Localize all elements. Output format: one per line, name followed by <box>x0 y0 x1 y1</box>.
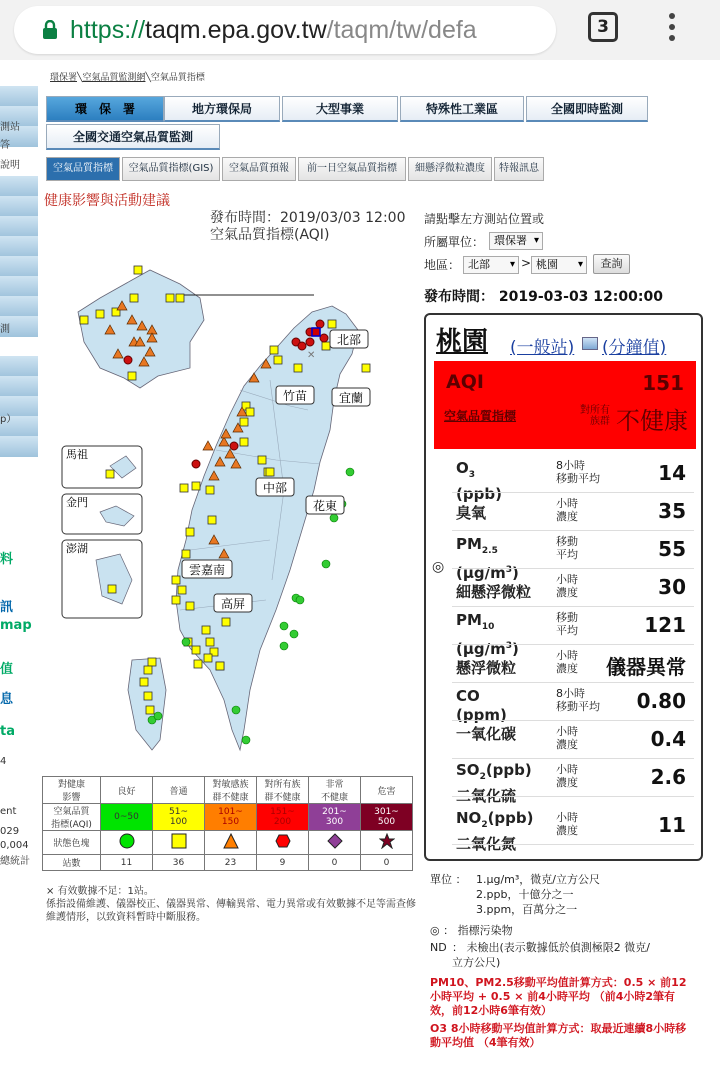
station-moderate-marker[interactable] <box>322 342 330 350</box>
sidebar-item-text[interactable]: ta <box>0 724 15 739</box>
pollutant-row <box>452 455 694 493</box>
minute-value-link[interactable]: (分鐘值) <box>602 338 667 358</box>
station-moderate-marker[interactable] <box>258 456 266 464</box>
station-moderate-marker[interactable] <box>148 658 156 666</box>
station-good-marker[interactable] <box>154 712 162 720</box>
unit-dropdown[interactable]: 環保署 ▾ <box>489 232 543 250</box>
pollutant-row <box>452 607 694 645</box>
penghu-label: 澎湖 <box>66 542 88 555</box>
legend-symbol-cell <box>101 831 153 855</box>
legend-symbol-cell <box>153 831 205 855</box>
sidebar-menu-bar[interactable] <box>0 356 38 378</box>
pollutant-value: 55 <box>658 537 686 561</box>
pollutant-measure-label: 移動 平均 <box>556 611 578 637</box>
region-label-zhumiao[interactable]: 竹苗 <box>282 389 308 403</box>
station-name[interactable]: 桃園 <box>436 327 489 357</box>
aqi-index-link[interactable]: 空氣品質指標 <box>444 409 517 423</box>
station-moderate-marker[interactable] <box>274 356 282 364</box>
station-unhealthy-marker[interactable] <box>306 338 314 346</box>
pollutant-measure-label: 小時 濃度 <box>556 763 578 789</box>
invalid-data-icon: ⨯ <box>46 886 58 897</box>
legend-range-cell: 151~ 200 <box>257 804 309 831</box>
station-moderate-marker[interactable] <box>328 320 336 328</box>
pollutant-row <box>452 645 694 683</box>
region-label-yunjianan[interactable]: 雲嘉南 <box>188 563 226 577</box>
station-moderate-marker[interactable] <box>186 528 194 536</box>
pollutant-name: $O_3$ (ppb) 臭氧 <box>456 459 502 522</box>
sidebar-item-text[interactable]: 測 <box>0 324 10 335</box>
sidebar-item-text[interactable]: 總統計 <box>0 856 30 867</box>
aqi-map[interactable] <box>40 250 420 770</box>
pm-formula: PM10、PM2.5移動平均值計算方式：0.5 × 前12小時平均 + 0.5 × 前4小時平均 （前4小時2筆有效，前12小時6筆有效） <box>430 976 687 1017</box>
sidebar-item-text[interactable]: 0,004 <box>0 840 29 851</box>
station-moderate-marker[interactable] <box>192 482 200 490</box>
subtab-5[interactable]: 特報訊息 <box>494 157 544 181</box>
station-moderate-marker[interactable] <box>206 638 214 646</box>
sidebar-item-text[interactable]: ent <box>0 806 17 817</box>
station-unhealthy-marker[interactable] <box>298 342 306 350</box>
pollutant-measure-label: 小時 濃度 <box>556 497 578 523</box>
pollutant-measure-label: 8小時 移動平均 <box>556 459 600 485</box>
station-moderate-marker[interactable] <box>294 364 302 372</box>
circle-icon <box>119 842 135 852</box>
matsu-label: 馬祖 <box>66 448 88 461</box>
pollutant-row <box>452 721 694 759</box>
legend-range-cell: 301~ 500 <box>361 804 413 831</box>
pollutant-value: 30 <box>658 575 686 599</box>
station-moderate-marker[interactable] <box>182 550 190 558</box>
kinmen-label: 金門 <box>66 496 88 509</box>
sidebar-menu-bar[interactable] <box>0 216 38 238</box>
publish-time: 發布時間：2019/03/03 12:00 空氣品質指標(AQI) <box>210 210 406 243</box>
units-legend: 單位 ： 1.μg/m³，微克/立方公尺 2.ppb，十億分之一 3.ppm，百萬分之一 ◎ ： 指標污染物 ND ： 未檢出(表示數據低於偵測極限2 微克/ 立方公尺) <box>430 873 650 969</box>
invalid-station-marker[interactable]: ✕ <box>307 350 316 361</box>
url-text: https://taqm.epa.gov.tw/taqm/tw/defa <box>70 16 477 44</box>
pollutant-value: 2.6 <box>650 765 686 789</box>
pollutant-measure-label: 小時 濃度 <box>556 573 578 599</box>
pollutant-name: $PM_{2.5}$ $(\mu g/m^3)$ 細懸浮微粒 <box>456 535 532 601</box>
nav-tab-2[interactable]: 大型事業 <box>282 96 398 122</box>
sidebar-item-text[interactable]: 4 <box>0 756 7 767</box>
station-moderate-marker[interactable] <box>166 294 174 302</box>
legend-count-cell: 0 <box>361 855 413 871</box>
station-good-marker[interactable] <box>322 560 330 568</box>
breadcrumb-current: 空氣品質指標 <box>150 73 205 83</box>
station-moderate-marker[interactable] <box>216 662 224 670</box>
station-publish-time: 發布時間： 2019-03-03 12:00:00 <box>424 289 663 305</box>
station-unhealthy-marker[interactable] <box>192 460 200 468</box>
tab-switcher-button[interactable]: 3 <box>588 12 618 42</box>
url-bar[interactable] <box>14 6 556 54</box>
legend-header-cell: 良好 <box>101 777 153 804</box>
station-good-marker[interactable] <box>242 736 250 744</box>
aqi-status: 不健康 <box>616 407 688 435</box>
station-moderate-marker[interactable] <box>192 646 200 654</box>
triangle-icon <box>223 842 239 852</box>
station-good-marker[interactable] <box>290 630 298 638</box>
sidebar-menu-bar[interactable] <box>0 176 38 198</box>
station-moderate-marker[interactable] <box>106 470 114 478</box>
breadcrumb-home[interactable]: 環保署 <box>50 73 78 83</box>
sidebar-item-text[interactable]: 值 <box>0 662 14 677</box>
nav-tab-traffic[interactable]: 全國交通空氣品質監測 <box>46 124 220 150</box>
sidebar-menu-bar[interactable] <box>0 86 38 108</box>
subtab-2[interactable]: 空氣品質預報 <box>222 157 296 181</box>
diamond-icon <box>327 842 343 852</box>
station-moderate-marker[interactable] <box>128 372 136 380</box>
sidebar-item-text[interactable]: map <box>0 618 32 633</box>
pollutant-value: 121 <box>644 613 686 637</box>
aqi-group: 對所有 族群 <box>580 405 610 427</box>
overflow-menu-icon[interactable] <box>664 10 680 46</box>
station-moderate-marker[interactable] <box>134 266 142 274</box>
insufficient-data-note: ⨯ 有效數據不足：1站。 <box>46 886 154 897</box>
breadcrumb: 環保署╲空氣品質監測網╲空氣品質指標 <box>50 73 205 83</box>
selected-station-marker[interactable] <box>312 328 320 336</box>
indicator-icon: ◎ <box>430 924 440 937</box>
subtab-3[interactable]: 前一日空氣品質指標 <box>298 157 406 181</box>
station-unhealthy-marker[interactable] <box>320 334 328 342</box>
lock-icon <box>42 20 58 40</box>
sidebar-item-text[interactable]: 答 <box>0 140 10 151</box>
pollutant-row <box>452 493 694 531</box>
legend-count-cell: 9 <box>257 855 309 871</box>
legend-header-cell: 危害 <box>361 777 413 804</box>
nav-tab-3[interactable]: 特殊性工業區 <box>400 96 524 122</box>
legend-header-cell: 非常 不健康 <box>309 777 361 804</box>
pollutant-value: 儀器異常 <box>606 655 686 679</box>
sidebar-menu-bar[interactable] <box>0 436 38 458</box>
legend-range-cell: 0~50 <box>101 804 153 831</box>
taiwan-island-shape <box>176 306 358 750</box>
legend-count-label: 站數 <box>43 855 101 871</box>
legend-symbol-row <box>43 831 413 855</box>
sidebar-menu-bar[interactable] <box>0 296 38 318</box>
sidebar-item-text[interactable]: 料 <box>0 552 14 567</box>
city-dropdown[interactable]: 桃園 ▾ <box>531 256 587 274</box>
pollutant-value: 0.4 <box>650 727 686 751</box>
legend-symbol-cell <box>205 831 257 855</box>
aqi-value: 151 <box>642 371 684 395</box>
legend-header-cell: 對敏感族 群不健康 <box>205 777 257 804</box>
sidebar-menu-bar[interactable] <box>0 196 38 218</box>
pollutant-row <box>452 531 694 569</box>
station-moderate-marker[interactable] <box>194 660 202 668</box>
station-moderate-marker[interactable] <box>206 486 214 494</box>
legend-count-cell: 23 <box>205 855 257 871</box>
star-icon <box>379 842 395 852</box>
station-panel <box>424 313 703 861</box>
station-moderate-marker[interactable] <box>180 484 188 492</box>
region-label-hualien[interactable]: 花東 <box>312 499 338 513</box>
legend-header-cell: 對所有族 群不健康 <box>257 777 309 804</box>
legend-symbol-cell <box>257 831 309 855</box>
pollutant-row <box>452 759 694 797</box>
station-moderate-marker[interactable] <box>240 438 248 446</box>
station-moderate-marker[interactable] <box>144 692 152 700</box>
station-moderate-marker[interactable] <box>208 516 216 524</box>
pollutant-measure-label: 小時 濃度 <box>556 811 578 837</box>
station-moderate-marker[interactable] <box>246 408 254 416</box>
aqi-status-box <box>434 361 696 449</box>
region-label-gaoping[interactable]: 高屏 <box>220 597 246 611</box>
legend-range-cell: 201~ 300 <box>309 804 361 831</box>
indicator-pollutant-icon: ◎ <box>432 559 445 575</box>
subtab-4[interactable]: 細懸浮微粒濃度 <box>408 157 492 181</box>
subtab-1[interactable]: 空氣品質指標(GIS) <box>122 157 220 181</box>
legend-symbol-label: 狀態色塊 <box>43 831 101 855</box>
station-unhealthy-marker[interactable] <box>230 442 238 450</box>
legend-range-cell: 101~ 150 <box>205 804 257 831</box>
station-moderate-marker[interactable] <box>108 585 116 593</box>
pollutant-name: $NO_2(ppb)$ 二氧化氮 <box>456 809 534 853</box>
station-moderate-marker[interactable] <box>186 602 194 610</box>
legend-range-cell: 51~ 100 <box>153 804 205 831</box>
sidebar-item-text[interactable]: 息 <box>0 692 14 707</box>
legend-symbol-cell <box>309 831 361 855</box>
chart-icon[interactable] <box>582 337 598 350</box>
pollutant-value: 11 <box>658 813 686 837</box>
legend-range-row <box>43 804 413 831</box>
station-unhealthy-marker[interactable] <box>124 356 132 364</box>
unit-label: 所屬單位： <box>424 235 485 249</box>
sidebar-menu-bar[interactable] <box>0 376 38 398</box>
browser-toolbar <box>0 0 720 60</box>
pollutant-row <box>452 569 694 607</box>
station-sensitive-marker[interactable] <box>203 441 213 450</box>
region-label-central[interactable]: 中部 <box>262 481 288 495</box>
pollutant-row <box>452 683 694 721</box>
legend-symbol-cell <box>361 831 413 855</box>
station-good-marker[interactable] <box>280 642 288 650</box>
area-dropdown[interactable]: 北部 ▾ <box>463 256 519 274</box>
station-type-link[interactable]: (一般站) <box>510 338 575 358</box>
legend-header-row <box>43 777 413 804</box>
legend-aqi-label: 空氣品質 指標(AQI) <box>43 804 101 831</box>
left-sidebar <box>0 66 40 1088</box>
aqi-legend-table <box>42 776 413 871</box>
hexagon-icon <box>275 842 291 852</box>
pollutant-measure-label: 小時 濃度 <box>556 649 578 675</box>
legend-count-cell: 36 <box>153 855 205 871</box>
station-unhealthy-marker[interactable] <box>316 320 324 328</box>
station-moderate-marker[interactable] <box>144 666 152 674</box>
sidebar-item-text[interactable]: 訊 <box>0 600 14 615</box>
legend-header-cell: 對健康 影響 <box>43 777 101 804</box>
station-moderate-marker[interactable] <box>222 618 230 626</box>
area-label: 地區： <box>424 258 461 272</box>
region-label-yilan[interactable]: 宜蘭 <box>338 391 364 405</box>
area-arrow-icon: > <box>521 256 532 270</box>
station-select-prompt: 請點擊左方測站位置或 <box>424 212 545 226</box>
section-title: 健康影響與活動建議 <box>44 193 170 209</box>
station-moderate-marker[interactable] <box>146 706 154 714</box>
station-moderate-marker[interactable] <box>140 678 148 686</box>
pollutant-measure-label: 小時 濃度 <box>556 725 578 751</box>
pollutant-row <box>452 807 694 845</box>
pollutant-value: 35 <box>658 499 686 523</box>
station-moderate-marker[interactable] <box>204 654 212 662</box>
station-moderate-marker[interactable] <box>176 294 184 302</box>
nav-tab-1[interactable]: 地方環保局 <box>164 96 280 122</box>
pollutant-value: 0.80 <box>636 689 686 713</box>
station-good-marker[interactable] <box>280 622 288 630</box>
station-moderate-marker[interactable] <box>172 596 180 604</box>
query-button[interactable]: 查詢 <box>593 254 630 274</box>
pollutant-value: 14 <box>658 461 686 485</box>
sidebar-item-text[interactable]: p） <box>0 414 17 425</box>
legend-header-cell: 普通 <box>153 777 205 804</box>
station-moderate-marker[interactable] <box>96 310 104 318</box>
sidebar-menu-bar[interactable] <box>0 236 38 258</box>
station-moderate-marker[interactable] <box>266 468 274 476</box>
sidebar-item-text[interactable]: 測站 <box>0 122 20 133</box>
sidebar-menu-bar[interactable] <box>0 276 38 298</box>
station-moderate-marker[interactable] <box>172 576 180 584</box>
legend-count-row <box>43 855 413 871</box>
nav-tab-4[interactable]: 全國即時監測 <box>526 96 648 122</box>
nav-tab-0[interactable]: 環 保 署 <box>46 96 164 122</box>
pollutant-name: $PM_{10}$ $(\mu g/m^3)$ 懸浮微粒 <box>456 611 519 677</box>
square-icon <box>171 842 187 852</box>
station-moderate-marker[interactable] <box>80 316 88 324</box>
region-label-north[interactable]: 北部 <box>336 333 362 347</box>
subtab-0[interactable]: 空氣品質指標 <box>46 157 120 181</box>
station-good-marker[interactable] <box>182 638 190 646</box>
o3-formula: O3 8小時移動平均值計算方式：取最近連續8小時移動平均值 （4筆有效） <box>430 1022 687 1049</box>
station-moderate-marker[interactable] <box>270 346 278 354</box>
pollutant-name: $SO_2(ppb)$ 二氧化硫 <box>456 761 532 805</box>
maintenance-note: 係指設備維護、儀器校正、儀器異常、傳輸異常、電力異常或有效數據不足等需查修維護情形，以致資料暫時中斷服務。 <box>46 899 416 923</box>
aqi-label: AQI <box>446 371 484 393</box>
sidebar-menu-bar[interactable] <box>0 256 38 278</box>
legend-count-cell: 0 <box>309 855 361 871</box>
station-good-marker[interactable] <box>232 706 240 714</box>
station-moderate-marker[interactable] <box>202 626 210 634</box>
station-good-marker[interactable] <box>296 596 304 604</box>
station-moderate-marker[interactable] <box>362 364 370 372</box>
pollutant-measure-label: 移動 平均 <box>556 535 578 561</box>
station-good-marker[interactable] <box>346 468 354 476</box>
sidebar-item-text[interactable]: 029 <box>0 826 20 837</box>
breadcrumb-network[interactable]: 空氣品質監測網 <box>82 73 146 83</box>
legend-count-cell: 11 <box>101 855 153 871</box>
station-moderate-marker[interactable] <box>130 294 138 302</box>
pollutant-name: CO (ppm) 一氧化碳 <box>456 687 517 743</box>
station-good-marker[interactable] <box>330 514 338 522</box>
pollutant-measure-label: 8小時 移動平均 <box>556 687 600 713</box>
sidebar-item-text[interactable]: 說明 <box>0 160 20 171</box>
station-moderate-marker[interactable] <box>178 586 186 594</box>
station-moderate-marker[interactable] <box>240 418 248 426</box>
